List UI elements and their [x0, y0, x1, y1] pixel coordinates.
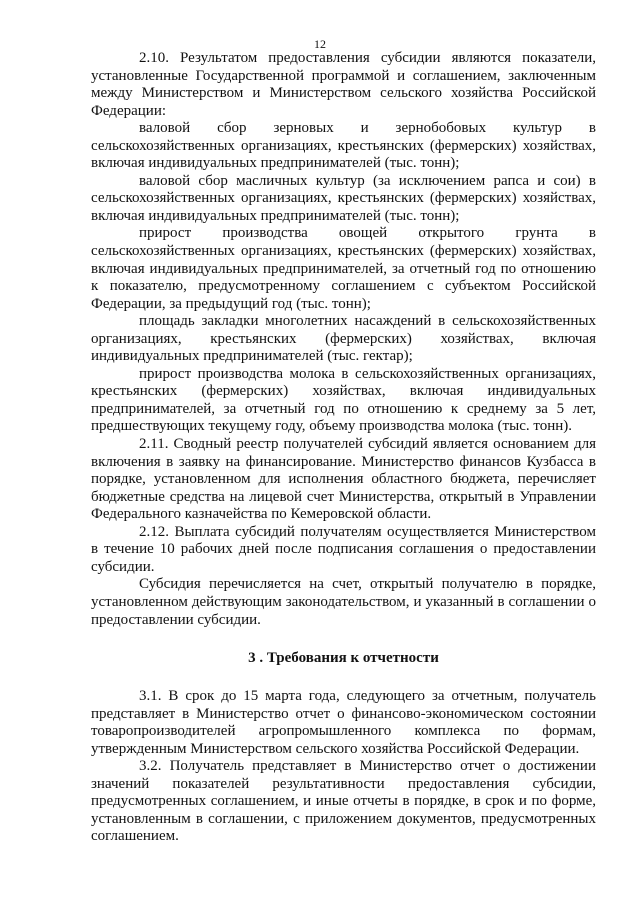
section-heading: 3 . Требования к отчетности: [248, 650, 439, 667]
paragraph-3-2: 3.2. Получатель представляет в Министерство отчет о достижении значений показателей результативности предоставления субсидии, предусмотренных соглашением, и иные отчеты в порядке, в срок и по форме, установленным в соглашении, с приложением документов, предусмотренных соглашением.: [91, 758, 596, 845]
page-number: 12: [314, 37, 326, 51]
indicator-oilseed-harvest: валовой сбор масличных культур (за исключением рапса и сои) в сельскохозяйственных организациях, крестьянских (фермерских) хозяйствах, включая индивидуальных предпринимателей (тыс. тонн);: [91, 172, 596, 224]
paragraph-2-11: 2.11. Сводный реестр получателей субсидий является основанием для включения в заявку на финансирование. Министерство финансов Кузбасса в порядке, установленном для исполнения областного бюджета, перечисляет бюджетные средства на лицевой счет Министерства, открытый в Управлении Федерального казначейства по Кемеровской области.: [91, 436, 596, 523]
document-body: [91, 50, 596, 846]
indicator-perennial-planting: площадь закладки многолетних насаждений в сельскохозяйственных организациях, крестьянских (фермерских) хозяйствах, включая индивидуальных предпринимателей (тыс. гектар);: [91, 313, 596, 365]
paragraph-2-12: 2.12. Выплата субсидий получателям осуществляется Министерством в течение 10 рабочих дней после подписания соглашения о предоставлении субсидии.: [91, 523, 596, 575]
indicator-vegetable-growth: прирост производства овощей открытого грунта в сельскохозяйственных организациях, крестьянских (фермерских) хозяйствах, включая индивидуальных предпринимателей, за отчетный год по отношению к показателю, предусмотренному соглашением с субъектом Российской Федерации, за предыдущий год (тыс. тонн);: [91, 225, 596, 312]
paragraph-3-1: 3.1. В срок до 15 марта года, следующего за отчетным, получатель представляет в Министерство отчет о финансово-экономическом состоянии товаропроизводителей агропромышленного комплекса по формам, утвержденным Министерством сельского хозяйства Российской Федерации.: [91, 688, 596, 757]
paragraph-2-10: 2.10. Результатом предоставления субсидии являются показатели, установленные Государственной программой и соглашением, заключенным между Министерством и Министерством сельского хозяйства Российской Федерации:: [91, 50, 596, 119]
paragraph-subsidy-transfer: Субсидия перечисляется на счет, открытый получателю в порядке, установленном действующим законодательством, и указанный в соглашении о предоставлении субсидии.: [91, 576, 596, 628]
indicator-grain-harvest: валовой сбор зерновых и зернобобовых культур в сельскохозяйственных организациях, крестьянских (фермерских) хозяйствах, включая индивидуальных предпринимателей (тыс. тонн);: [91, 120, 596, 172]
indicator-milk-growth: прирост производства молока в сельскохозяйственных организациях, крестьянских (фермерских) хозяйствах, включая индивидуальных предпринимателей, за отчетный год по отношению к среднему за 5 лет, предшествующих текущему году, объему производства молока (тыс. тонн).: [91, 365, 596, 435]
